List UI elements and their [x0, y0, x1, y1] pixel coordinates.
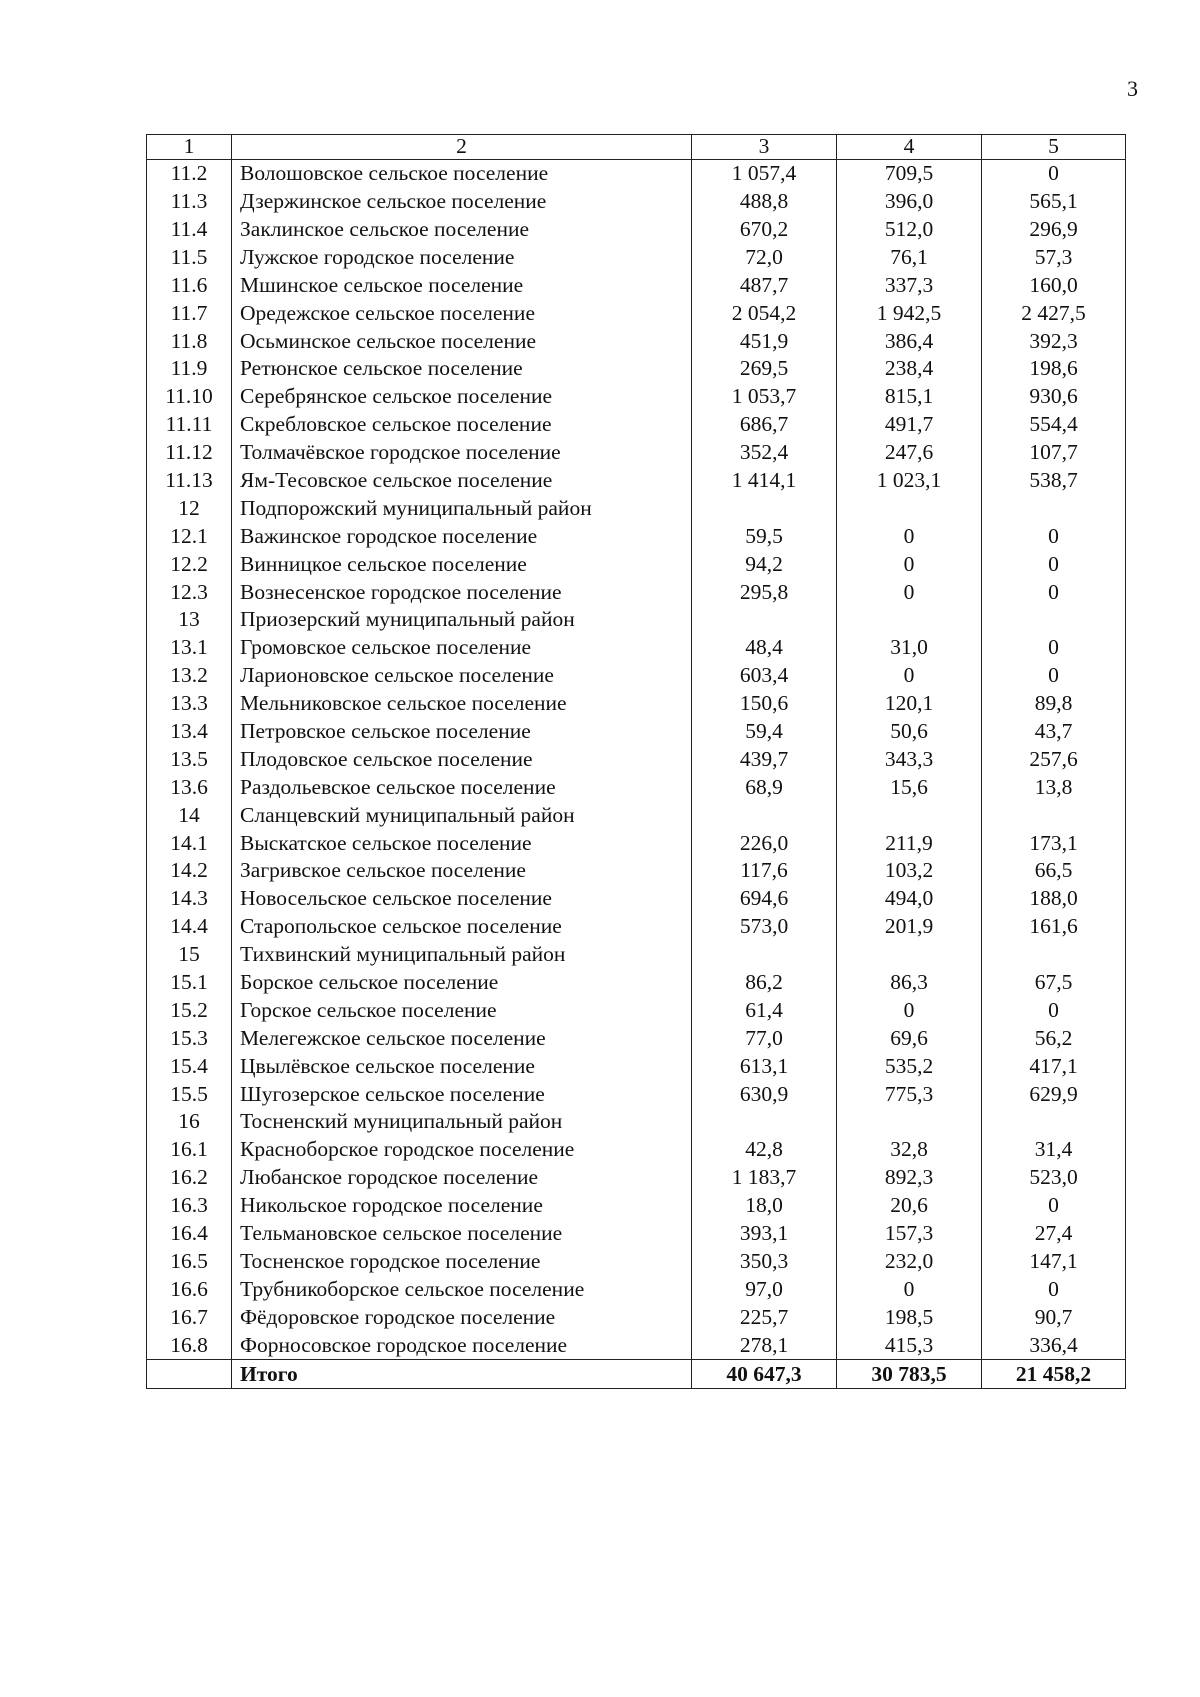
table-row — [147, 216, 1126, 244]
settlement-name: Тосненский муниципальный район — [232, 1108, 692, 1136]
table-row — [147, 690, 1126, 718]
value-col3: 72,0 — [692, 244, 837, 272]
value-col3: 1 057,4 — [692, 160, 837, 188]
table-row — [147, 467, 1126, 495]
table-body — [147, 160, 1126, 1360]
settlement-name: Ям-Тесовское сельское поселение — [232, 467, 692, 495]
value-col4: 103,2 — [837, 857, 982, 885]
settlement-name: Трубникоборское сельское поселение — [232, 1276, 692, 1304]
settlement-name: Никольское городское поселение — [232, 1192, 692, 1220]
value-col3: 573,0 — [692, 913, 837, 941]
table-row — [147, 606, 1126, 634]
value-col4: 31,0 — [837, 634, 982, 662]
value-col5: 0 — [982, 160, 1126, 188]
row-number: 11.7 — [147, 299, 232, 327]
table-row — [147, 857, 1126, 885]
settlement-name: Ларионовское сельское поселение — [232, 662, 692, 690]
settlement-name: Выскатское сельское поселение — [232, 829, 692, 857]
value-col5: 0 — [982, 578, 1126, 606]
settlement-name: Волошовское сельское поселение — [232, 160, 692, 188]
value-col4: 0 — [837, 578, 982, 606]
settlement-name: Серебрянское сельское поселение — [232, 383, 692, 411]
row-number: 16.7 — [147, 1304, 232, 1332]
value-col4: 15,6 — [837, 774, 982, 802]
settlement-name: Новосельское сельское поселение — [232, 885, 692, 913]
row-number: 13 — [147, 606, 232, 634]
value-col5: 336,4 — [982, 1331, 1126, 1359]
settlement-name: Винницкое сельское поселение — [232, 550, 692, 578]
value-col4: 512,0 — [837, 216, 982, 244]
settlement-name: Раздольевское сельское поселение — [232, 774, 692, 802]
value-col5: 538,7 — [982, 467, 1126, 495]
value-col3: 68,9 — [692, 774, 837, 802]
table-row — [147, 718, 1126, 746]
value-col5: 257,6 — [982, 746, 1126, 774]
value-col4: 20,6 — [837, 1192, 982, 1220]
value-col3: 603,4 — [692, 662, 837, 690]
value-col4: 198,5 — [837, 1304, 982, 1332]
settlement-name: Горское сельское поселение — [232, 997, 692, 1025]
value-col3: 18,0 — [692, 1192, 837, 1220]
table-row — [147, 829, 1126, 857]
column-header-2: 2 — [232, 135, 692, 160]
table-row — [147, 439, 1126, 467]
value-col5: 0 — [982, 662, 1126, 690]
settlement-name: Шугозерское сельское поселение — [232, 1080, 692, 1108]
total-row — [147, 1360, 1126, 1389]
value-col3: 295,8 — [692, 578, 837, 606]
settlement-name: Лужское городское поселение — [232, 244, 692, 272]
table-row — [147, 244, 1126, 272]
value-col4: 120,1 — [837, 690, 982, 718]
settlement-name: Загривское сельское поселение — [232, 857, 692, 885]
value-col3: 488,8 — [692, 188, 837, 216]
row-number: 15 — [147, 941, 232, 969]
settlement-name: Тосненское городское поселение — [232, 1248, 692, 1276]
table-row — [147, 662, 1126, 690]
table-row — [147, 495, 1126, 523]
value-col3: 117,6 — [692, 857, 837, 885]
settlement-name: Осьминское сельское поселение — [232, 327, 692, 355]
table-row — [147, 578, 1126, 606]
total-label: Итого — [232, 1360, 692, 1389]
value-col5: 188,0 — [982, 885, 1126, 913]
value-col4: 343,3 — [837, 746, 982, 774]
settlement-name: Вознесенское городское поселение — [232, 578, 692, 606]
total-col5: 21 458,2 — [982, 1360, 1126, 1389]
value-col4: 86,3 — [837, 969, 982, 997]
value-col4: 232,0 — [837, 1248, 982, 1276]
value-col4: 0 — [837, 997, 982, 1025]
row-number: 11.2 — [147, 160, 232, 188]
value-col5: 0 — [982, 997, 1126, 1025]
row-number: 16.5 — [147, 1248, 232, 1276]
table-row — [147, 1025, 1126, 1053]
row-number: 13.3 — [147, 690, 232, 718]
settlement-name: Дзержинское сельское поселение — [232, 188, 692, 216]
value-col4: 386,4 — [837, 327, 982, 355]
settlement-name: Приозерский муниципальный район — [232, 606, 692, 634]
settlement-name: Цвылёвское сельское поселение — [232, 1053, 692, 1081]
value-col5: 66,5 — [982, 857, 1126, 885]
row-number: 13.1 — [147, 634, 232, 662]
row-number: 16 — [147, 1108, 232, 1136]
value-col4: 396,0 — [837, 188, 982, 216]
row-number: 11.4 — [147, 216, 232, 244]
value-col3: 451,9 — [692, 327, 837, 355]
row-number: 14.2 — [147, 857, 232, 885]
table-row — [147, 160, 1126, 188]
settlement-name: Плодовское сельское поселение — [232, 746, 692, 774]
value-col5: 0 — [982, 550, 1126, 578]
value-col4: 211,9 — [837, 829, 982, 857]
value-col3 — [692, 941, 837, 969]
row-number: 15.4 — [147, 1053, 232, 1081]
settlement-name: Фёдоровское городское поселение — [232, 1304, 692, 1332]
row-number: 15.1 — [147, 969, 232, 997]
settlement-name: Громовское сельское поселение — [232, 634, 692, 662]
value-col5 — [982, 495, 1126, 523]
value-col5: 90,7 — [982, 1304, 1126, 1332]
table-row — [147, 885, 1126, 913]
row-number: 11.6 — [147, 272, 232, 300]
row-number: 16.1 — [147, 1136, 232, 1164]
value-col4: 892,3 — [837, 1164, 982, 1192]
value-col3: 278,1 — [692, 1331, 837, 1359]
settlement-name: Тельмановское сельское поселение — [232, 1220, 692, 1248]
value-col3: 97,0 — [692, 1276, 837, 1304]
value-col5: 13,8 — [982, 774, 1126, 802]
table-row — [147, 1304, 1126, 1332]
value-col3: 439,7 — [692, 746, 837, 774]
settlement-name: Тихвинский муниципальный район — [232, 941, 692, 969]
row-number: 14.3 — [147, 885, 232, 913]
value-col3: 1 053,7 — [692, 383, 837, 411]
value-col3: 226,0 — [692, 829, 837, 857]
table-row — [147, 1220, 1126, 1248]
settlement-name: Мшинское сельское поселение — [232, 272, 692, 300]
value-col5: 161,6 — [982, 913, 1126, 941]
value-col4: 0 — [837, 550, 982, 578]
value-col3: 2 054,2 — [692, 299, 837, 327]
row-number: 13.2 — [147, 662, 232, 690]
value-col5 — [982, 941, 1126, 969]
table-row — [147, 299, 1126, 327]
settlement-name: Старопольское сельское поселение — [232, 913, 692, 941]
value-col3: 1 183,7 — [692, 1164, 837, 1192]
table-row — [147, 188, 1126, 216]
row-number: 11.5 — [147, 244, 232, 272]
value-col3: 1 414,1 — [692, 467, 837, 495]
settlement-name: Форносовское городское поселение — [232, 1331, 692, 1359]
row-number: 12.3 — [147, 578, 232, 606]
table-header-row — [147, 135, 1126, 160]
value-col3: 487,7 — [692, 272, 837, 300]
value-col4: 709,5 — [837, 160, 982, 188]
table-row — [147, 969, 1126, 997]
value-col5: 629,9 — [982, 1080, 1126, 1108]
table-row — [147, 1331, 1126, 1359]
value-col4: 491,7 — [837, 411, 982, 439]
row-number: 16.6 — [147, 1276, 232, 1304]
value-col5: 565,1 — [982, 188, 1126, 216]
table-row — [147, 634, 1126, 662]
row-number: 11.13 — [147, 467, 232, 495]
column-header-3: 3 — [692, 135, 837, 160]
settlement-name: Красноборское городское поселение — [232, 1136, 692, 1164]
row-number: 16.3 — [147, 1192, 232, 1220]
settlement-name: Оредежское сельское поселение — [232, 299, 692, 327]
value-col4: 32,8 — [837, 1136, 982, 1164]
table-row — [147, 383, 1126, 411]
value-col5 — [982, 606, 1126, 634]
table-row — [147, 327, 1126, 355]
value-col3: 59,5 — [692, 523, 837, 551]
value-col4: 201,9 — [837, 913, 982, 941]
settlement-name: Сланцевский муниципальный район — [232, 801, 692, 829]
value-col4: 76,1 — [837, 244, 982, 272]
table-row — [147, 523, 1126, 551]
value-col4: 1 023,1 — [837, 467, 982, 495]
table-row — [147, 997, 1126, 1025]
value-col5 — [982, 801, 1126, 829]
value-col4: 69,6 — [837, 1025, 982, 1053]
value-col4 — [837, 1108, 982, 1136]
row-number: 11.8 — [147, 327, 232, 355]
value-col4: 415,3 — [837, 1331, 982, 1359]
value-col5: 296,9 — [982, 216, 1126, 244]
row-number: 11.11 — [147, 411, 232, 439]
value-col3: 77,0 — [692, 1025, 837, 1053]
value-col4: 535,2 — [837, 1053, 982, 1081]
value-col5: 67,5 — [982, 969, 1126, 997]
value-col3 — [692, 801, 837, 829]
value-col4 — [837, 941, 982, 969]
value-col3: 352,4 — [692, 439, 837, 467]
value-col3: 613,1 — [692, 1053, 837, 1081]
table-row — [147, 1108, 1126, 1136]
value-col5 — [982, 1108, 1126, 1136]
value-col5: 523,0 — [982, 1164, 1126, 1192]
value-col3 — [692, 1108, 837, 1136]
value-col3 — [692, 606, 837, 634]
row-number: 11.3 — [147, 188, 232, 216]
table-row — [147, 913, 1126, 941]
value-col5: 173,1 — [982, 829, 1126, 857]
row-number: 11.12 — [147, 439, 232, 467]
value-col5: 0 — [982, 523, 1126, 551]
value-col4: 50,6 — [837, 718, 982, 746]
total-col4: 30 783,5 — [837, 1360, 982, 1389]
value-col4 — [837, 801, 982, 829]
table-row — [147, 746, 1126, 774]
value-col3: 61,4 — [692, 997, 837, 1025]
row-number: 14.1 — [147, 829, 232, 857]
value-col4: 337,3 — [837, 272, 982, 300]
table-row — [147, 272, 1126, 300]
column-header-5: 5 — [982, 135, 1126, 160]
row-number: 12.1 — [147, 523, 232, 551]
value-col4: 815,1 — [837, 383, 982, 411]
row-number: 13.4 — [147, 718, 232, 746]
value-col5: 89,8 — [982, 690, 1126, 718]
table-row — [147, 1192, 1126, 1220]
table-row — [147, 1080, 1126, 1108]
table-row — [147, 411, 1126, 439]
total-number-cell — [147, 1360, 232, 1389]
settlement-name: Скребловское сельское поселение — [232, 411, 692, 439]
value-col5: 930,6 — [982, 383, 1126, 411]
value-col3: 670,2 — [692, 216, 837, 244]
page-number: 3 — [1127, 76, 1138, 101]
value-col5: 2 427,5 — [982, 299, 1126, 327]
value-col5: 0 — [982, 1276, 1126, 1304]
settlement-name: Любанское городское поселение — [232, 1164, 692, 1192]
value-col4: 494,0 — [837, 885, 982, 913]
settlement-name: Мельниковское сельское поселение — [232, 690, 692, 718]
table-row — [147, 550, 1126, 578]
row-number: 13.5 — [147, 746, 232, 774]
value-col5: 56,2 — [982, 1025, 1126, 1053]
value-col4: 247,6 — [837, 439, 982, 467]
value-col3: 269,5 — [692, 355, 837, 383]
row-number: 16.4 — [147, 1220, 232, 1248]
value-col5: 107,7 — [982, 439, 1126, 467]
value-col3: 42,8 — [692, 1136, 837, 1164]
value-col4: 0 — [837, 523, 982, 551]
value-col3: 94,2 — [692, 550, 837, 578]
table-row — [147, 1164, 1126, 1192]
row-number: 15.5 — [147, 1080, 232, 1108]
value-col5: 0 — [982, 1192, 1126, 1220]
row-number: 16.8 — [147, 1331, 232, 1359]
value-col3: 350,3 — [692, 1248, 837, 1276]
value-col3: 59,4 — [692, 718, 837, 746]
settlement-name: Мелегежское сельское поселение — [232, 1025, 692, 1053]
value-col5: 417,1 — [982, 1053, 1126, 1081]
row-number: 16.2 — [147, 1164, 232, 1192]
value-col5: 554,4 — [982, 411, 1126, 439]
allocation-table — [146, 134, 1126, 1389]
value-col5: 198,6 — [982, 355, 1126, 383]
value-col3: 694,6 — [692, 885, 837, 913]
value-col5: 57,3 — [982, 244, 1126, 272]
settlement-name: Ретюнское сельское поселение — [232, 355, 692, 383]
row-number: 14 — [147, 801, 232, 829]
value-col4: 0 — [837, 662, 982, 690]
settlement-name: Толмачёвское городское поселение — [232, 439, 692, 467]
settlement-name: Заклинское сельское поселение — [232, 216, 692, 244]
row-number: 12.2 — [147, 550, 232, 578]
column-header-4: 4 — [837, 135, 982, 160]
value-col4: 0 — [837, 1276, 982, 1304]
value-col4: 157,3 — [837, 1220, 982, 1248]
value-col4: 1 942,5 — [837, 299, 982, 327]
value-col5: 147,1 — [982, 1248, 1126, 1276]
table-row — [147, 1136, 1126, 1164]
row-number: 11.9 — [147, 355, 232, 383]
column-header-1: 1 — [147, 135, 232, 160]
table-row — [147, 801, 1126, 829]
value-col3: 393,1 — [692, 1220, 837, 1248]
value-col4: 238,4 — [837, 355, 982, 383]
value-col3: 630,9 — [692, 1080, 837, 1108]
table-row — [147, 1248, 1126, 1276]
row-number: 15.2 — [147, 997, 232, 1025]
row-number: 14.4 — [147, 913, 232, 941]
value-col5: 27,4 — [982, 1220, 1126, 1248]
table-row — [147, 941, 1126, 969]
value-col3: 86,2 — [692, 969, 837, 997]
total-col3: 40 647,3 — [692, 1360, 837, 1389]
value-col3: 150,6 — [692, 690, 837, 718]
table-row — [147, 355, 1126, 383]
table-row — [147, 774, 1126, 802]
settlement-name: Важинское городское поселение — [232, 523, 692, 551]
value-col5: 31,4 — [982, 1136, 1126, 1164]
value-col3: 48,4 — [692, 634, 837, 662]
value-col4 — [837, 495, 982, 523]
value-col4: 775,3 — [837, 1080, 982, 1108]
value-col4 — [837, 606, 982, 634]
settlement-name: Подпорожский муниципальный район — [232, 495, 692, 523]
value-col5: 0 — [982, 634, 1126, 662]
value-col5: 392,3 — [982, 327, 1126, 355]
table-row — [147, 1276, 1126, 1304]
table-row — [147, 1053, 1126, 1081]
row-number: 15.3 — [147, 1025, 232, 1053]
value-col3 — [692, 495, 837, 523]
settlement-name: Борское сельское поселение — [232, 969, 692, 997]
value-col3: 686,7 — [692, 411, 837, 439]
row-number: 13.6 — [147, 774, 232, 802]
row-number: 12 — [147, 495, 232, 523]
row-number: 11.10 — [147, 383, 232, 411]
value-col5: 43,7 — [982, 718, 1126, 746]
settlement-name: Петровское сельское поселение — [232, 718, 692, 746]
value-col3: 225,7 — [692, 1304, 837, 1332]
value-col5: 160,0 — [982, 272, 1126, 300]
